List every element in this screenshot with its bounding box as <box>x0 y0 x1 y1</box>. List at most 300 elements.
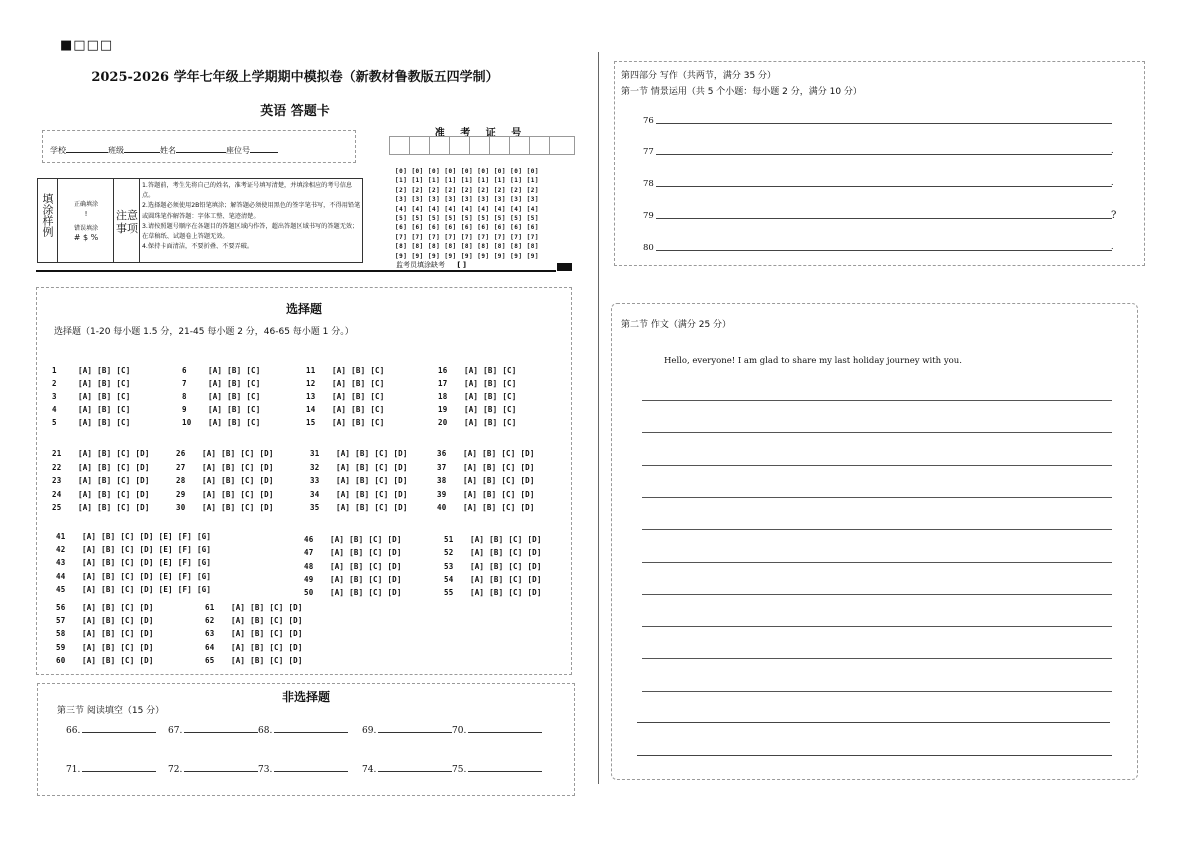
answer-bubble-d[interactable]: [D] <box>387 588 402 598</box>
absent-box[interactable]: [ ] <box>457 261 467 269</box>
answer-bubble-b[interactable]: [B] <box>489 561 504 571</box>
answer-bubble-b[interactable]: [B] <box>221 503 236 512</box>
answer-bubble-a[interactable]: [A] <box>464 366 479 375</box>
answer-bubble-d[interactable]: [D] <box>393 462 408 472</box>
answer-bubble-b[interactable]: [B] <box>483 405 498 414</box>
answer-bubble-c[interactable]: [C] <box>501 476 516 485</box>
answer-bubble-d[interactable]: [D] <box>259 503 274 512</box>
name-field[interactable] <box>176 152 226 153</box>
answer-bubble-c[interactable]: [C] <box>501 489 516 499</box>
answer-bubble-a[interactable]: [A] <box>470 588 485 598</box>
answer-bubble-b[interactable]: [B] <box>351 405 366 414</box>
answer-bubble-b[interactable]: [B] <box>349 588 364 598</box>
answer-bubble-b[interactable]: [B] <box>483 392 498 401</box>
answer-bubble-c[interactable]: [C] <box>368 535 383 544</box>
answer-bubble-c[interactable]: [C] <box>120 532 135 541</box>
answer-bubble-a[interactable]: [A] <box>78 503 93 512</box>
answer-bubble-a[interactable]: [A] <box>78 476 93 485</box>
answer-bubble-b[interactable]: [B] <box>489 588 504 598</box>
answer-bubble-b[interactable]: [B] <box>483 418 498 427</box>
answer-bubble-c[interactable]: [C] <box>116 379 131 388</box>
answer-bubble-a[interactable]: [A] <box>332 392 347 401</box>
answer-bubble-c[interactable]: [C] <box>120 603 135 612</box>
answer-bubble-a[interactable]: [A] <box>78 379 93 388</box>
answer-bubble-a[interactable]: [A] <box>463 476 478 485</box>
answer-bubble-b[interactable]: [B] <box>101 571 116 581</box>
answer-bubble-a[interactable]: [A] <box>78 405 93 414</box>
admission-number-cells[interactable] <box>389 136 575 155</box>
answer-bubble-a[interactable]: [A] <box>231 603 246 612</box>
answer-bubble-f[interactable]: [F] <box>177 571 192 581</box>
answer-bubble-a[interactable]: [A] <box>208 392 223 401</box>
answer-bubble-a[interactable]: [A] <box>336 449 351 458</box>
answer-bubble-b[interactable]: [B] <box>97 392 112 401</box>
answer-bubble-b[interactable]: [B] <box>489 548 504 558</box>
answer-bubble-b[interactable]: [B] <box>349 561 364 571</box>
answer-bubble-d[interactable]: [D] <box>520 503 535 512</box>
answer-bubble-g[interactable]: [G] <box>196 558 212 568</box>
answer-bubble-c[interactable]: [C] <box>116 462 131 472</box>
answer-bubble-c[interactable]: [C] <box>269 642 284 652</box>
answer-bubble-a[interactable]: [A] <box>202 449 217 458</box>
answer-bubble-d[interactable]: [D] <box>135 503 150 512</box>
essay-writing-line[interactable] <box>642 562 1112 563</box>
answer-bubble-d[interactable]: [D] <box>259 476 274 485</box>
answer-bubble-d[interactable]: [D] <box>139 655 154 665</box>
answer-bubble-a[interactable]: [A] <box>231 655 246 665</box>
answer-bubble-d[interactable]: [D] <box>527 561 542 571</box>
answer-bubble-c[interactable]: [C] <box>368 588 383 598</box>
answer-bubble-b[interactable]: [B] <box>351 366 366 375</box>
answer-bubble-g[interactable]: [G] <box>196 532 212 541</box>
answer-bubble-d[interactable]: [D] <box>520 476 535 485</box>
essay-writing-line[interactable] <box>642 529 1112 530</box>
essay-writing-line[interactable] <box>642 626 1112 627</box>
answer-bubble-c[interactable]: [C] <box>116 366 131 375</box>
answer-bubble-b[interactable]: [B] <box>101 558 116 568</box>
answer-bubble-a[interactable]: [A] <box>231 629 246 639</box>
answer-bubble-d[interactable]: [D] <box>139 642 154 652</box>
answer-bubble-b[interactable]: [B] <box>351 418 366 427</box>
answer-bubble-c[interactable]: [C] <box>374 476 389 485</box>
answer-bubble-b[interactable]: [B] <box>351 392 366 401</box>
answer-bubble-a[interactable]: [A] <box>202 476 217 485</box>
answer-bubble-d[interactable]: [D] <box>527 548 542 558</box>
answer-bubble-a[interactable]: [A] <box>332 366 347 375</box>
answer-bubble-a[interactable]: [A] <box>78 489 93 499</box>
essay-writing-line[interactable] <box>637 722 1110 723</box>
situation-answer-line[interactable] <box>656 218 1112 219</box>
answer-bubble-a[interactable]: [A] <box>464 418 479 427</box>
answer-bubble-b[interactable]: [B] <box>221 476 236 485</box>
answer-bubble-c[interactable]: [C] <box>269 655 284 665</box>
answer-bubble-d[interactable]: [D] <box>520 489 535 499</box>
answer-bubble-a[interactable]: [A] <box>463 462 478 472</box>
answer-bubble-c[interactable]: [C] <box>501 449 516 458</box>
answer-bubble-a[interactable]: [A] <box>330 588 345 598</box>
answer-bubble-c[interactable]: [C] <box>116 476 131 485</box>
answer-bubble-c[interactable]: [C] <box>240 489 255 499</box>
answer-bubble-b[interactable]: [B] <box>482 462 497 472</box>
answer-bubble-a[interactable]: [A] <box>208 366 223 375</box>
answer-bubble-b[interactable]: [B] <box>349 574 364 584</box>
blank-answer-field[interactable] <box>468 732 542 733</box>
answer-bubble-f[interactable]: [F] <box>177 558 192 568</box>
answer-bubble-b[interactable]: [B] <box>97 489 112 499</box>
answer-bubble-a[interactable]: [A] <box>463 449 478 458</box>
answer-bubble-c[interactable]: [C] <box>116 418 131 427</box>
answer-bubble-b[interactable]: [B] <box>97 379 112 388</box>
answer-bubble-b[interactable]: [B] <box>483 379 498 388</box>
answer-bubble-b[interactable]: [B] <box>250 655 265 665</box>
answer-bubble-c[interactable]: [C] <box>269 629 284 639</box>
answer-bubble-c[interactable]: [C] <box>120 545 135 555</box>
answer-bubble-a[interactable]: [A] <box>332 418 347 427</box>
answer-bubble-d[interactable]: [D] <box>393 489 408 499</box>
answer-bubble-d[interactable]: [D] <box>139 629 154 639</box>
answer-bubble-c[interactable]: [C] <box>246 405 261 414</box>
essay-writing-line[interactable] <box>642 594 1112 595</box>
answer-bubble-b[interactable]: [B] <box>101 629 116 639</box>
answer-bubble-b[interactable]: [B] <box>489 574 504 584</box>
answer-bubble-a[interactable]: [A] <box>464 379 479 388</box>
answer-bubble-d[interactable]: [D] <box>135 476 150 485</box>
answer-bubble-c[interactable]: [C] <box>240 449 255 458</box>
answer-bubble-a[interactable]: [A] <box>82 545 97 555</box>
answer-bubble-d[interactable]: [D] <box>387 561 402 571</box>
answer-bubble-a[interactable]: [A] <box>202 503 217 512</box>
answer-bubble-e[interactable]: [E] <box>158 584 173 594</box>
answer-bubble-d[interactable]: [D] <box>135 462 150 472</box>
answer-bubble-b[interactable]: [B] <box>250 642 265 652</box>
answer-bubble-c[interactable]: [C] <box>120 616 135 626</box>
answer-bubble-b[interactable]: [B] <box>351 379 366 388</box>
answer-bubble-c[interactable]: [C] <box>374 503 389 512</box>
answer-bubble-b[interactable]: [B] <box>250 603 265 612</box>
answer-bubble-b[interactable]: [B] <box>101 532 116 541</box>
answer-bubble-a[interactable]: [A] <box>330 561 345 571</box>
answer-bubble-a[interactable]: [A] <box>208 379 223 388</box>
answer-bubble-b[interactable]: [B] <box>97 449 112 458</box>
answer-bubble-d[interactable]: [D] <box>139 532 154 541</box>
blank-answer-field[interactable] <box>274 771 348 772</box>
answer-bubble-b[interactable]: [B] <box>101 616 116 626</box>
answer-bubble-c[interactable]: [C] <box>370 405 385 414</box>
choice-instructions: 选择题（1-20 每小题 1.5 分，21-45 每小题 2 分，46-65 每小题 1 分。） <box>54 327 354 337</box>
answer-bubble-b[interactable]: [B] <box>97 366 112 375</box>
answer-bubble-d[interactable]: [D] <box>527 588 542 598</box>
answer-bubble-b[interactable]: [B] <box>482 449 497 458</box>
answer-bubble-b[interactable]: [B] <box>221 489 236 499</box>
answer-bubble-c[interactable]: [C] <box>508 561 523 571</box>
answer-bubble-c[interactable]: [C] <box>502 405 517 414</box>
answer-bubble-d[interactable]: [D] <box>139 571 154 581</box>
answer-bubble-b[interactable]: [B] <box>355 489 370 499</box>
answer-bubble-b[interactable]: [B] <box>101 655 116 665</box>
class-field[interactable] <box>124 152 160 153</box>
answer-bubble-b[interactable]: [B] <box>250 616 265 626</box>
answer-bubble-d[interactable]: [D] <box>288 629 303 639</box>
answer-bubble-a[interactable]: [A] <box>82 616 97 626</box>
answer-bubble-d[interactable]: [D] <box>135 449 150 458</box>
answer-bubble-c[interactable]: [C] <box>374 489 389 499</box>
choice-question-row <box>310 490 413 499</box>
answer-bubble-d[interactable]: [D] <box>139 545 154 555</box>
blank-answer-field[interactable] <box>378 732 452 733</box>
answer-bubble-c[interactable]: [C] <box>116 503 131 512</box>
answer-bubble-d[interactable]: [D] <box>387 535 402 544</box>
answer-bubble-b[interactable]: [B] <box>227 405 242 414</box>
answer-bubble-b[interactable]: [B] <box>101 642 116 652</box>
answer-bubble-d[interactable]: [D] <box>139 603 154 612</box>
blank-item <box>168 726 258 736</box>
answer-bubble-c[interactable]: [C] <box>246 379 261 388</box>
answer-bubble-c[interactable]: [C] <box>116 449 131 458</box>
answer-bubble-c[interactable]: [C] <box>120 629 135 639</box>
answer-bubble-a[interactable]: [A] <box>78 392 93 401</box>
answer-bubble-c[interactable]: [C] <box>508 588 523 598</box>
answer-bubble-a[interactable]: [A] <box>464 405 479 414</box>
answer-bubble-a[interactable]: [A] <box>470 548 485 558</box>
blank-item <box>66 765 156 775</box>
answer-bubble-c[interactable]: [C] <box>240 503 255 512</box>
question-number: 57 <box>56 616 66 626</box>
answer-bubble-b[interactable]: [B] <box>349 535 364 544</box>
answer-bubble-c[interactable]: [C] <box>269 603 284 612</box>
answer-bubble-b[interactable]: [B] <box>97 503 112 512</box>
answer-bubble-b[interactable]: [B] <box>489 535 504 544</box>
answer-bubble-a[interactable]: [A] <box>470 535 485 544</box>
answer-bubble-a[interactable]: [A] <box>463 503 478 512</box>
answer-bubble-d[interactable]: [D] <box>259 449 274 458</box>
answer-bubble-c[interactable]: [C] <box>116 392 131 401</box>
answer-bubble-f[interactable]: [F] <box>177 584 192 594</box>
answer-bubble-a[interactable]: [A] <box>330 574 345 584</box>
answer-bubble-a[interactable]: [A] <box>82 603 97 612</box>
blank-answer-field[interactable] <box>378 771 452 772</box>
answer-bubble-d[interactable]: [D] <box>288 603 303 612</box>
answer-bubble-d[interactable]: [D] <box>393 503 408 512</box>
blank-answer-field[interactable] <box>184 732 258 733</box>
answer-bubble-b[interactable]: [B] <box>355 462 370 472</box>
answer-bubble-a[interactable]: [A] <box>464 392 479 401</box>
answer-bubble-c[interactable]: [C] <box>370 379 385 388</box>
answer-bubble-e[interactable]: [E] <box>158 532 173 541</box>
answer-bubble-c[interactable]: [C] <box>502 379 517 388</box>
answer-bubble-a[interactable]: [A] <box>78 418 93 427</box>
essay-writing-line[interactable] <box>642 658 1112 659</box>
answer-bubble-a[interactable]: [A] <box>82 532 97 541</box>
answer-bubble-b[interactable]: [B] <box>97 405 112 414</box>
answer-bubble-b[interactable]: [B] <box>250 629 265 639</box>
answer-bubble-b[interactable]: [B] <box>483 366 498 375</box>
answer-bubble-b[interactable]: [B] <box>221 449 236 458</box>
answer-bubble-c[interactable]: [C] <box>508 535 523 544</box>
answer-bubble-e[interactable]: [E] <box>158 558 173 568</box>
answer-bubble-c[interactable]: [C] <box>116 489 131 499</box>
situation-item-number: 80 <box>643 243 654 253</box>
question-number: 12 <box>306 379 316 388</box>
answer-bubble-b[interactable]: [B] <box>101 584 116 594</box>
answer-bubble-d[interactable]: [D] <box>139 616 154 626</box>
answer-bubble-c[interactable]: [C] <box>240 462 255 472</box>
card-subtitle: 英语 答题卡 <box>260 104 330 119</box>
situation-answer-line[interactable] <box>656 250 1112 251</box>
blank-answer-field[interactable] <box>82 732 156 733</box>
answer-bubble-a[interactable]: [A] <box>330 535 345 544</box>
answer-bubble-d[interactable]: [D] <box>520 449 535 458</box>
answer-bubble-b[interactable]: [B] <box>482 503 497 512</box>
answer-bubble-f[interactable]: [F] <box>177 532 192 541</box>
answer-bubble-d[interactable]: [D] <box>527 535 542 544</box>
situation-answer-line[interactable] <box>656 154 1112 155</box>
answer-bubble-c[interactable]: [C] <box>120 642 135 652</box>
blank-answer-field[interactable] <box>274 732 348 733</box>
answer-bubble-d[interactable]: [D] <box>288 655 303 665</box>
answer-bubble-d[interactable]: [D] <box>139 584 154 594</box>
blank-answer-field[interactable] <box>82 771 156 772</box>
answer-bubble-a[interactable]: [A] <box>332 405 347 414</box>
seat-field[interactable] <box>250 152 278 153</box>
answer-bubble-b[interactable]: [B] <box>227 418 242 427</box>
answer-bubble-c[interactable]: [C] <box>246 392 261 401</box>
answer-bubble-d[interactable]: [D] <box>259 489 274 499</box>
answer-bubble-c[interactable]: [C] <box>502 418 517 427</box>
answer-bubble-g[interactable]: [G] <box>196 584 212 594</box>
answer-bubble-b[interactable]: [B] <box>227 392 242 401</box>
answer-bubble-c[interactable]: [C] <box>502 392 517 401</box>
answer-bubble-c[interactable]: [C] <box>374 449 389 458</box>
answer-bubble-b[interactable]: [B] <box>97 418 112 427</box>
answer-bubble-c[interactable]: [C] <box>508 574 523 584</box>
answer-bubble-d[interactable]: [D] <box>527 574 542 584</box>
answer-bubble-a[interactable]: [A] <box>202 462 217 472</box>
answer-bubble-a[interactable]: [A] <box>470 574 485 584</box>
answer-bubble-c[interactable]: [C] <box>116 405 131 414</box>
answer-bubble-a[interactable]: [A] <box>336 489 351 499</box>
answer-bubble-a[interactable]: [A] <box>336 476 351 485</box>
answer-bubble-c[interactable]: [C] <box>246 418 261 427</box>
question-number: 11 <box>306 366 316 375</box>
answer-bubble-a[interactable]: [A] <box>470 561 485 571</box>
answer-bubble-e[interactable]: [E] <box>158 545 173 555</box>
answer-bubble-c[interactable]: [C] <box>370 392 385 401</box>
situation-answer-line[interactable] <box>656 186 1112 187</box>
answer-bubble-b[interactable]: [B] <box>101 603 116 612</box>
answer-bubble-b[interactable]: [B] <box>349 548 364 558</box>
answer-bubble-a[interactable]: [A] <box>336 503 351 512</box>
answer-bubble-c[interactable]: [C] <box>368 574 383 584</box>
essay-writing-line[interactable] <box>642 691 1112 692</box>
answer-bubble-b[interactable]: [B] <box>97 476 112 485</box>
answer-bubble-b[interactable]: [B] <box>227 366 242 375</box>
answer-bubble-a[interactable]: [A] <box>332 379 347 388</box>
answer-bubble-a[interactable]: [A] <box>231 616 246 626</box>
answer-bubble-b[interactable]: [B] <box>97 462 112 472</box>
answer-bubble-a[interactable]: [A] <box>336 462 351 472</box>
answer-bubble-c[interactable]: [C] <box>501 462 516 472</box>
answer-bubble-a[interactable]: [A] <box>82 558 97 568</box>
answer-bubble-c[interactable]: [C] <box>368 548 383 558</box>
answer-bubble-b[interactable]: [B] <box>355 503 370 512</box>
answer-bubble-c[interactable]: [C] <box>120 655 135 665</box>
answer-bubble-c[interactable]: [C] <box>120 584 135 594</box>
answer-bubble-f[interactable]: [F] <box>177 545 192 555</box>
answer-bubble-d[interactable]: [D] <box>139 558 154 568</box>
answer-bubble-c[interactable]: [C] <box>370 418 385 427</box>
answer-bubble-d[interactable]: [D] <box>387 574 402 584</box>
answer-bubble-a[interactable]: [A] <box>78 462 93 472</box>
answer-bubble-a[interactable]: [A] <box>202 489 217 499</box>
answer-bubble-d[interactable]: [D] <box>288 642 303 652</box>
answer-bubble-b[interactable]: [B] <box>482 489 497 499</box>
situation-answer-line[interactable] <box>656 123 1112 124</box>
situation-item-number: 79 <box>643 211 654 221</box>
essay-writing-line[interactable] <box>642 400 1112 401</box>
answer-bubble-a[interactable]: [A] <box>82 642 97 652</box>
answer-bubble-d[interactable]: [D] <box>135 489 150 499</box>
answer-bubble-c[interactable]: [C] <box>370 366 385 375</box>
essay-writing-line[interactable] <box>642 497 1112 498</box>
blank-answer-field[interactable] <box>468 771 542 772</box>
answer-bubble-c[interactable]: [C] <box>374 462 389 472</box>
essay-writing-line[interactable] <box>637 755 1112 756</box>
answer-bubble-b[interactable]: [B] <box>221 462 236 472</box>
answer-bubble-b[interactable]: [B] <box>355 449 370 458</box>
answer-bubble-a[interactable]: [A] <box>82 571 97 581</box>
answer-bubble-c[interactable]: [C] <box>501 503 516 512</box>
answer-bubble-a[interactable]: [A] <box>208 418 223 427</box>
essay-writing-line[interactable] <box>642 465 1112 466</box>
answer-bubble-d[interactable]: [D] <box>288 616 303 626</box>
choice-question-row <box>52 490 155 499</box>
answer-bubble-g[interactable]: [G] <box>196 545 212 555</box>
answer-bubble-c[interactable]: [C] <box>240 476 255 485</box>
answer-bubble-a[interactable]: [A] <box>82 629 97 639</box>
answer-bubble-c[interactable]: [C] <box>246 366 261 375</box>
answer-bubble-a[interactable]: [A] <box>82 655 97 665</box>
answer-bubble-e[interactable]: [E] <box>158 571 173 581</box>
answer-bubble-b[interactable]: [B] <box>355 476 370 485</box>
essay-writing-line[interactable] <box>642 432 1112 433</box>
answer-bubble-d[interactable]: [D] <box>393 476 408 485</box>
answer-bubble-c[interactable]: [C] <box>120 558 135 568</box>
answer-bubble-b[interactable]: [B] <box>101 545 116 555</box>
answer-bubble-d[interactable]: [D] <box>259 462 274 472</box>
answer-bubble-c[interactable]: [C] <box>508 548 523 558</box>
answer-bubble-g[interactable]: [G] <box>196 571 212 581</box>
answer-bubble-b[interactable]: [B] <box>482 476 497 485</box>
blank-answer-field[interactable] <box>184 771 258 772</box>
answer-bubble-d[interactable]: [D] <box>393 449 408 458</box>
answer-bubble-c[interactable]: [C] <box>269 616 284 626</box>
answer-bubble-c[interactable]: [C] <box>502 366 517 375</box>
answer-bubble-d[interactable]: [D] <box>520 462 535 472</box>
answer-bubble-a[interactable]: [A] <box>463 489 478 499</box>
answer-bubble-c[interactable]: [C] <box>120 571 135 581</box>
school-field[interactable] <box>66 152 108 153</box>
answer-bubble-a[interactable]: [A] <box>78 366 93 375</box>
answer-bubble-b[interactable]: [B] <box>227 379 242 388</box>
answer-bubble-d[interactable]: [D] <box>387 548 402 558</box>
choice-question-row <box>176 490 279 499</box>
answer-bubble-a[interactable]: [A] <box>208 405 223 414</box>
answer-bubble-a[interactable]: [A] <box>330 548 345 558</box>
answer-bubble-c[interactable]: [C] <box>368 561 383 571</box>
answer-bubble-a[interactable]: [A] <box>231 642 246 652</box>
answer-bubble-a[interactable]: [A] <box>78 449 93 458</box>
answer-bubble-a[interactable]: [A] <box>82 584 97 594</box>
